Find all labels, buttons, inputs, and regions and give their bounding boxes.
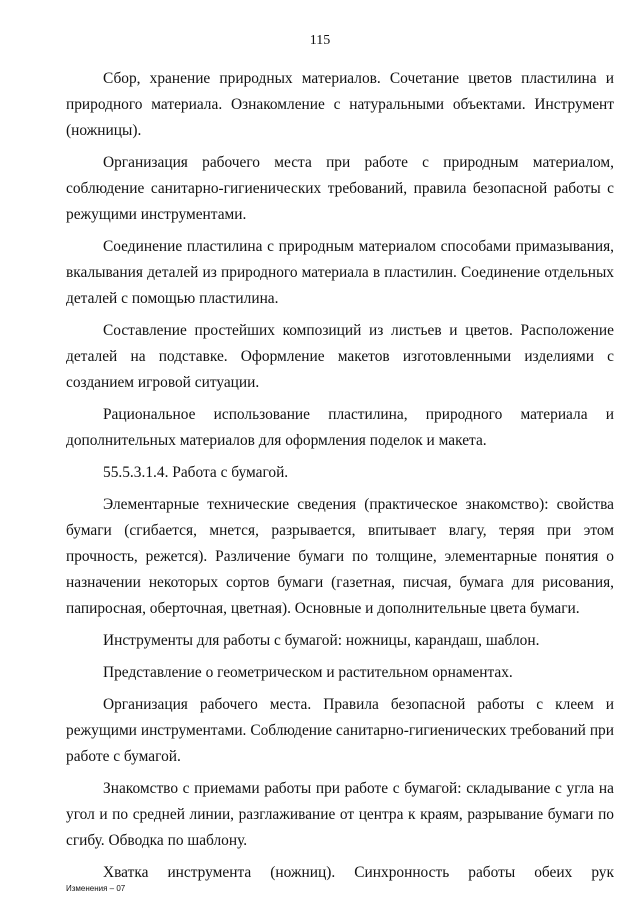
page-number: 115 [309, 33, 331, 48]
revision-footer: Изменения – 07 [66, 884, 126, 893]
paragraph: Знакомство с приемами работы при работе с бумагой: складывание с угла на угол и по средней линии, разглаживание от центра к краям, разрывание бумаги по сгибу. Обводка по шаблону. [66, 780, 614, 849]
section-heading: 55.5.3.1.4. Работа с бумагой. [103, 464, 289, 481]
paragraph: Сбор, хранение природных материалов. Сочетание цветов пластилина и природного материала. Ознакомление с натуральными объектами. Инструмент (ножницы). [66, 70, 614, 139]
paragraph: Элементарные технические сведения (практическое знакомство): свойства бумаги (сгибается, мнется, разрывается, впитывает влагу, теряя при этом прочность, режется). Различение бумаги по толщине, элементарные понятия о назначении некоторых сортов бумаги (газетная, писчая, бумага для рисования, папиросная, оберточная, цветная). Основные и дополнительные цвета бумаги. [66, 496, 614, 617]
page-body [66, 66, 614, 892]
paragraph: Рациональное использование пластилина, природного материала и дополнительных материалов для оформления поделок и макета. [66, 406, 614, 449]
paragraph: Представление о геометрическом и растительном орнаментах. [103, 664, 513, 681]
paragraph: Инструменты для работы с бумагой: ножницы, карандаш, шаблон. [103, 632, 540, 649]
paragraph: Организация рабочего места. Правила безопасной работы с клеем и режущими инструментами. Соблюдение санитарно-гигиенических требований при работе с бумагой. [66, 696, 614, 765]
paragraph: Хватка инструмента (ножниц). Синхронность работы обеих рук [103, 864, 614, 881]
paragraph: Соединение пластилина с природным материалом способами примазывания, вкалывания деталей из природного материала в пластилин. Соединение отдельных деталей с помощью пластилина. [66, 238, 614, 307]
paragraph: Организация рабочего места при работе с природным материалом, соблюдение санитарно-гигиенических требований, правила безопасной работы с режущими инструментами. [66, 154, 614, 223]
paragraph: Составление простейших композиций из листьев и цветов. Расположение деталей на подставке. Оформление макетов изготовленными изделиями с созданием игровой ситуации. [66, 322, 614, 391]
